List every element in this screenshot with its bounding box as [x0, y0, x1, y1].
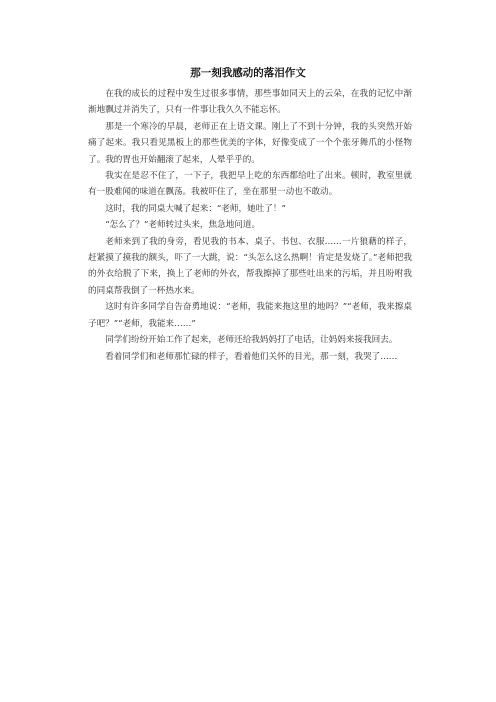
- document-title: 那一刻我感动的落泪作文: [190, 67, 306, 79]
- paragraph: 在我的成长的过程中发生过很多事情，那些事如同天上的云朵，在我的记忆中渐渐地飘过并消失了，只有一件事让我久久不能忘怀。: [88, 89, 412, 116]
- paragraph: 这时，我的同桌大喊了起来：“老师，她吐了！”: [105, 203, 286, 214]
- paragraph: 同学们纷纷开始工作了起来，老师还给我妈妈打了电话，让妈妈来接我回去。: [105, 335, 398, 346]
- paragraph: 看着同学们和老师那忙碌的样子，看着他们关怀的目光，那一刻，我哭了……: [105, 351, 398, 362]
- paragraph: 那是一个寒冷的早晨，老师正在上语文课。刚上了不到十分钟，我的头突然开始痛了起来。我只看见黑板上的那些优美的字体，好像变成了一个个张牙舞爪的小怪物了。我的胃也开始翻滚了起来，人晕乎乎的。: [88, 121, 412, 165]
- paragraph: 老师来到了我的身旁，看见我的书本、桌子、书包、衣服……一片狼藉的样子，赶紧摸了摸我的额头，吓了一大跳，说：“头怎么这么热啊！肯定是发烧了。”老师把我的外衣给脱了下来，换上了老师的外衣，帮我擦掉了那些吐出来的污垢，并且吩咐我的同桌帮我倒了一杯热水来。: [88, 236, 412, 296]
- paragraph: 我实在是忍不住了，一下子，我把早上吃的东西都给吐了出来。顿时，教室里就有一股难闻的味道在飘荡。我被吓住了，坐在那里一动也不敢动。: [88, 171, 412, 198]
- paragraph: 这时有许多同学自告奋勇地说：“老师，我能来拖这里的地吗？”“老师，我来擦桌子吧？”“老师，我能来……”: [88, 302, 412, 329]
- paragraph: “怎么了？”老师转过头来，焦急地问道。: [105, 220, 261, 231]
- document-body: [88, 86, 412, 365]
